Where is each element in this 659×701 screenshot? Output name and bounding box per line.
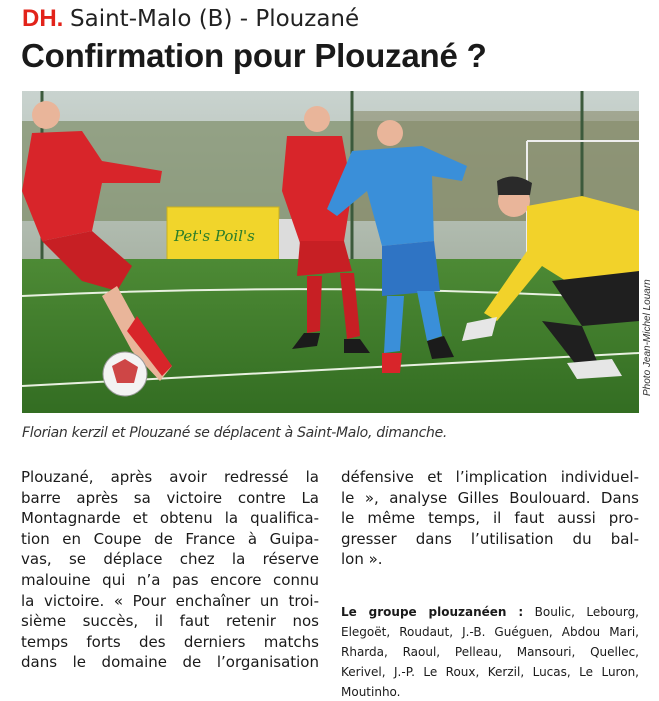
article-line: lon ».: [341, 550, 383, 569]
article-line: la victoire. « Pour enchaîner un troi-: [21, 591, 319, 610]
headline: Confirmation pour Plouzané ?: [21, 37, 487, 74]
squad-line: Elegoët, Roudaut, J.-B. Guéguen, Abdou Mari,: [341, 625, 639, 639]
photo-credit: Photo Jean-Michel Louarn: [642, 279, 653, 396]
squad-line: Rharda, Raoul, Pelleau, Mansouri, Quellec,: [341, 645, 639, 659]
squad-label: Le groupe plouzanéen :: [341, 605, 524, 619]
article-line: tion en Coupe de France à Guipa-: [21, 529, 319, 548]
match-teams: Saint-Malo (B) - Plouzané: [70, 6, 360, 32]
kicker: [22, 4, 359, 34]
photo-caption: Florian kerzil et Plouzané se déplacent à Saint-Malo, dimanche.: [22, 425, 448, 441]
article-line: défensive et l’implication individuel-: [341, 468, 639, 486]
article-line: malouine qui n’a pas encore connu: [21, 570, 319, 589]
squad-list: [341, 602, 639, 701]
section-label: DH.: [22, 5, 64, 32]
banner-text: Pet's Poil's: [174, 227, 255, 245]
squad-line: Boulic, Lebourg,: [534, 605, 639, 619]
article-column-left: [21, 467, 319, 673]
article-line: le », analyse Gilles Boulouard. Dans: [341, 488, 639, 507]
article-column-right: [341, 467, 639, 570]
article-line: gresser dans l’utilisation du bal-: [341, 529, 639, 548]
article-line: barre après sa victoire contre La: [21, 488, 319, 507]
article-line: le même temps, il faut aussi pro-: [341, 509, 639, 528]
article-line: Plouzané, après avoir redressé la: [21, 468, 319, 486]
article-line: temps forts des derniers matchs: [21, 632, 319, 651]
article-line: Montagnarde et obtenu la qualifica-: [21, 509, 319, 528]
article-line: sième succès, il faut retenir nos: [21, 612, 319, 631]
match-photo: [22, 91, 639, 413]
article-line: vas, se déplace chez la réserve: [21, 550, 319, 569]
article-line: dans le domaine de l’organisation: [21, 653, 319, 672]
squad-line: Kerivel, J.-P. Le Roux, Kerzil, Lucas, Le Luron,: [341, 665, 639, 679]
squad-line: Moutinho.: [341, 685, 401, 699]
